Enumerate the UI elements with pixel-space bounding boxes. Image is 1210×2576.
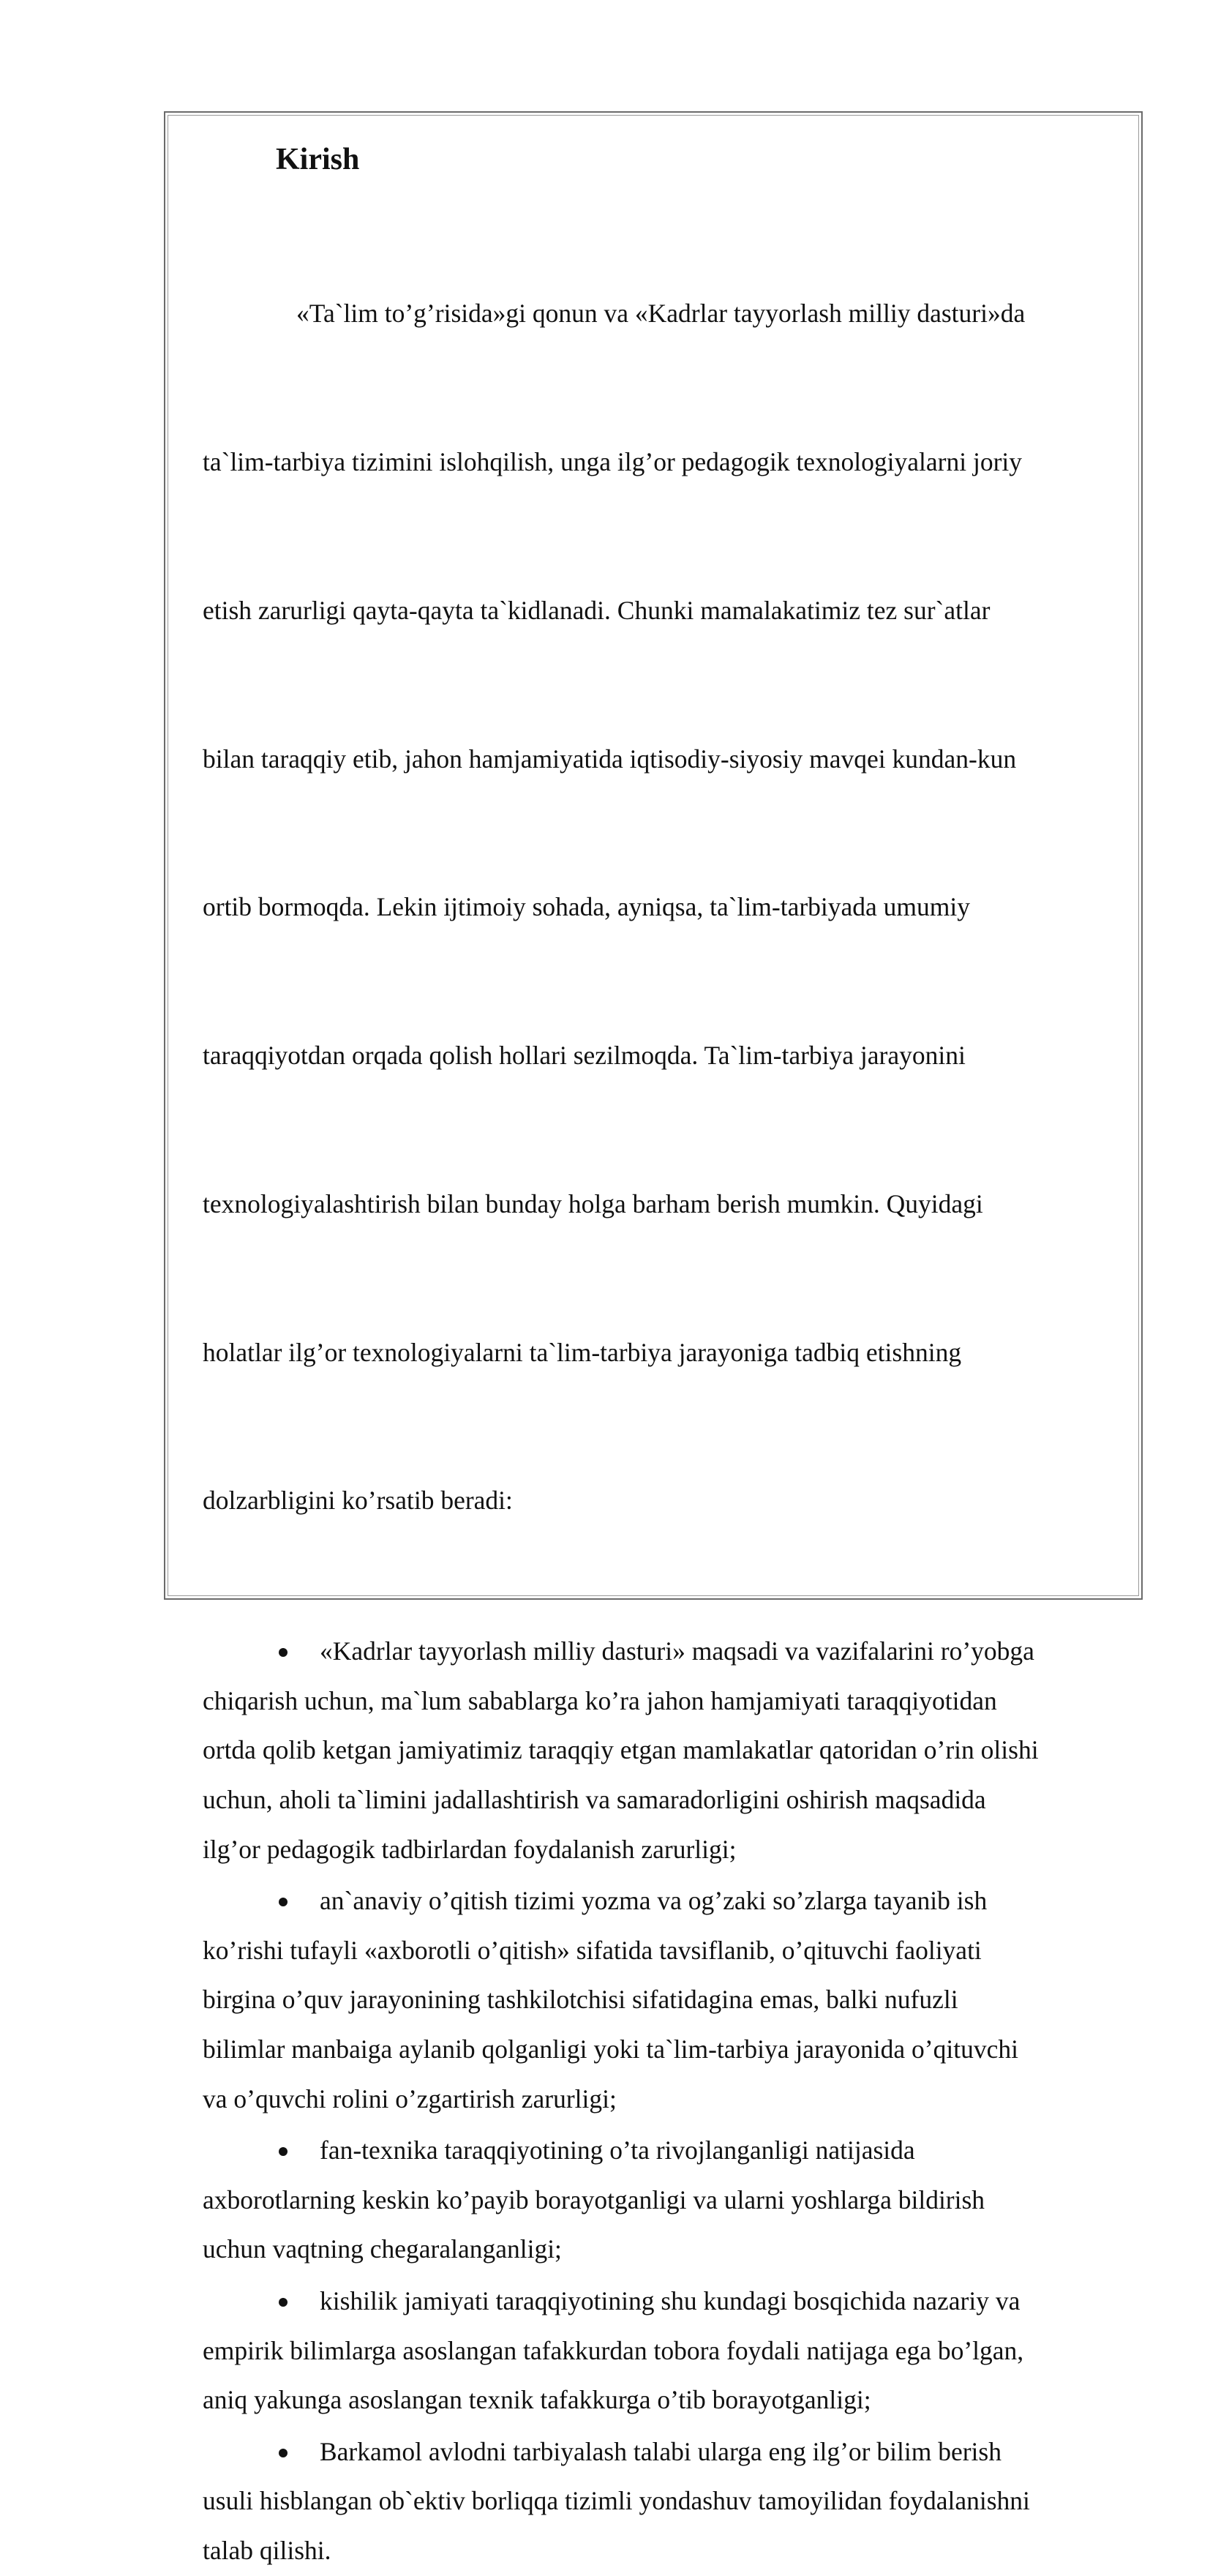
section-heading: Kirish	[276, 143, 360, 176]
bullet-icon	[279, 1648, 288, 1657]
bullet-item	[203, 1876, 1132, 2124]
bullet-text-line: fan-texnika taraqqiyotining o’ta rivojlanganligi natijasida	[320, 2135, 915, 2165]
bullet-text-line: aniq yakunga asoslangan texnik tafakkurga o’tib borayotganligi;	[203, 2385, 871, 2415]
bullet-text-line: empirik bilimlarga asoslangan tafakkurdan tobora foydali natijaga ega bo’lgan,	[203, 2335, 1024, 2365]
bullet-text-line: va o’quvchi rolini o’zgartirish zarurligi;	[203, 2083, 617, 2113]
text-line: etish zarurligi qayta-qayta ta`kidlanadi. Chunki mamalakatimiz tez sur`atlar	[203, 595, 991, 625]
bullet-text-line: uchun vaqtning chegaralanganligi;	[203, 2234, 562, 2264]
bullet-text-line: birgina o’quv jarayonining tashkilotchisi sifatidagina emas, balki nufuzli	[203, 1985, 958, 2015]
text-line: ortib bormoqda. Lekin ijtimoiy sohada, ayniqsa, ta`lim-tarbiyada umumiy	[203, 892, 971, 922]
text-line: «Ta`lim to’g’risida»gi qonun va «Kadrlar tayyorlash milliy dasturi»da	[296, 299, 1026, 329]
bullet-item	[203, 2427, 1132, 2576]
bullet-text-line: ortda qolib ketgan jamiyatimiz taraqqiy etgan mamlakatlar qatoridan o’rin olishi	[203, 1735, 1039, 1765]
bullet-icon	[279, 2449, 288, 2457]
bullet-text-line: «Kadrlar tayyorlash milliy dasturi» maqsadi va vazifalarini ro’yobga	[320, 1636, 1034, 1666]
bullet-text-line: an`anaviy o’qitish tizimi yozma va og’zaki so’zlarga tayanib ish	[320, 1886, 988, 1916]
bullet-text-line: kishilik jamiyati taraqqiyotining shu kundagi bosqichida nazariy va	[320, 2285, 1021, 2315]
intro-paragraph	[203, 190, 1132, 1625]
bullet-icon	[279, 2147, 288, 2156]
bullet-text-line: Barkamol avlodni tarbiyalash talabi ularga eng ilg’or bilim berish	[320, 2436, 1002, 2466]
bullet-item	[203, 2277, 1132, 2425]
bullet-icon	[279, 2298, 288, 2307]
text-line: texnologiyalashtirish bilan bunday holga barham berish mumkin. Quyidagi	[203, 1188, 983, 1218]
text-line: taraqqiyotdan orqada qolish hollari sezilmoqda. Ta`lim-tarbiya jarayonini	[203, 1041, 966, 1071]
bullet-item	[203, 1627, 1132, 1874]
bullet-text-line: ko’rishi tufayli «axborotli o’qitish» sifatida tavsiflanib, o’qituvchi faoliyati	[203, 1935, 982, 1965]
document-body	[203, 139, 1132, 2576]
bullet-item	[203, 2126, 1132, 2274]
text-line: dolzarbligini ko’rsatib beradi:	[203, 1486, 513, 1516]
text-line: bilan taraqqiy etib, jahon hamjamiyatida iqtisodiy-siyosiy mavqei kundan-kun	[203, 744, 1017, 774]
bullet-text-line: chiqarish uchun, ma`lum sabablarga ko’ra jahon hamjamiyati taraqqiyotidan	[203, 1685, 997, 1715]
bullet-text-line: bilimlar manbaiga aylanib qolganligi yoki ta`lim-tarbiya jarayonida o’qituvchi	[203, 2034, 1018, 2064]
bullet-text-line: ilg’or pedagogik tadbirlardan foydalanish zarurligi;	[203, 1834, 737, 1864]
text-line: ta`lim-tarbiya tizimini islohqilish, unga ilg’or pedagogik texnologiyalarni joriy	[203, 446, 1023, 476]
bullet-text-line: talab qilishi.	[203, 2535, 331, 2565]
bullet-icon	[279, 1898, 288, 1906]
bullet-text-line: uchun, aholi ta`limini jadallashtirish va samaradorligini oshirish maqsadida	[203, 1785, 986, 1814]
text-line: holatlar ilg’or texnologiyalarni ta`lim-tarbiya jarayoniga tadbiq etishning	[203, 1337, 962, 1367]
bullet-text-line: axborotlarning keskin ko’payib borayotganligi va ularni yoshlarga bildirish	[203, 2184, 985, 2214]
bullet-text-line: usuli hisblangan ob`ektiv borliqqa tizimli yondashuv tamoyilidan foydalanishni	[203, 2486, 1030, 2516]
